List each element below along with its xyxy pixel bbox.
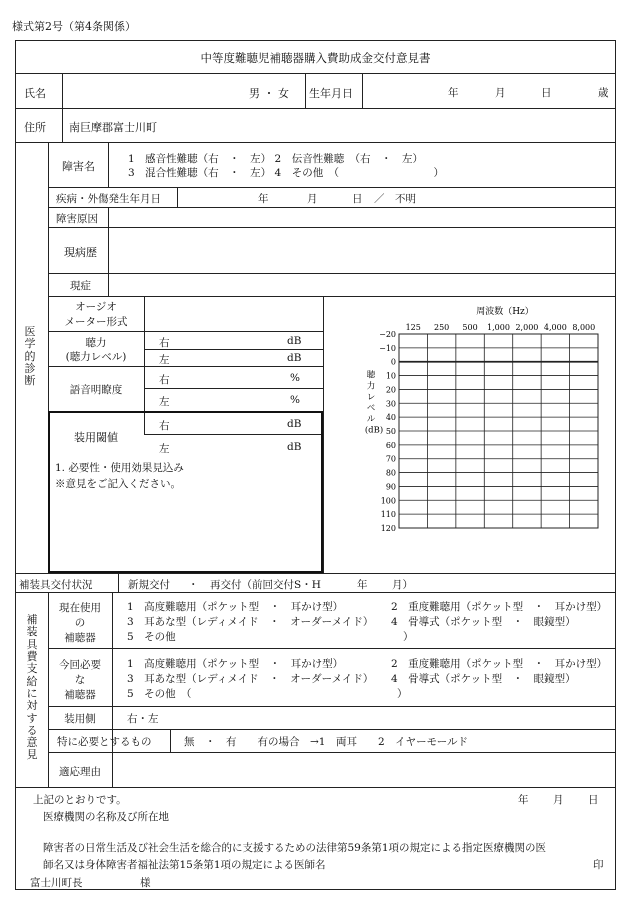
fitting-right-unit: dB <box>287 418 302 430</box>
current-device-label-1: 現在使用 <box>59 602 101 614</box>
reason-label: 適応理由 <box>59 766 101 778</box>
footer-day: 日 <box>588 794 599 806</box>
rule <box>15 573 616 574</box>
current-opt-1[interactable]: 1 高度難聴用（ポケット型 ・ 耳かけ型） <box>127 601 344 613</box>
wear-side-value[interactable]: 右・左 <box>127 713 159 725</box>
onset-label: 疾病・外傷発生年月日 <box>56 193 161 205</box>
current-label: 現症 <box>70 280 91 292</box>
hearing-right-unit: dB <box>287 335 302 347</box>
needed-device-label-2: な <box>74 674 86 686</box>
mayor-honorific: 様 <box>140 877 151 889</box>
issuance-year: 年 <box>357 579 368 591</box>
audiogram-y-tick: 90 <box>385 482 396 492</box>
rule <box>15 592 616 593</box>
audiogram-y-label-char: (dB) <box>364 425 384 436</box>
audiogram-y-tick: 20 <box>385 385 396 395</box>
audiogram-y-tick: 110 <box>380 510 396 520</box>
necessity-heading: 1. 必要性・使用効果見込み <box>55 462 184 474</box>
current-opt-5[interactable]: 5 その他 <box>127 631 176 643</box>
mayor-label: 富士川町長 <box>30 877 83 889</box>
issuance-reissue[interactable]: 再交付（前回交付S・H <box>210 579 321 591</box>
name-label: 氏名 <box>24 87 46 100</box>
rule <box>15 787 616 788</box>
rule <box>362 73 363 108</box>
issuance-label: 補装具交付状況 <box>19 579 93 591</box>
footer-year: 年 <box>518 794 529 806</box>
rule <box>15 108 616 109</box>
audiogram-x-tick: 8,000 <box>572 323 596 332</box>
footer-institution: 医療機関の名称及び所在地 <box>43 811 169 823</box>
rule <box>170 729 171 752</box>
form-number: 様式第2号（第4条関係） <box>12 20 136 33</box>
rule <box>144 388 323 389</box>
audiogram-x-tick: 1,000 <box>487 323 510 332</box>
current-device-label-3: 補聴器 <box>64 632 96 644</box>
audiogram-y-tick: 60 <box>385 440 396 450</box>
audiogram-y-tick: 70 <box>385 454 396 464</box>
rule <box>48 706 616 707</box>
fitting-label: 装用閾値 <box>74 431 118 444</box>
audiogram-x-tick: 125 <box>405 323 421 332</box>
audiogram-x-ticks <box>406 323 596 332</box>
issuance-separator: ・ <box>188 579 199 591</box>
audiogram-y-tick: 120 <box>380 524 396 533</box>
rule <box>118 573 119 592</box>
device-section-label: 補装具費支給に対する意見 <box>26 613 38 762</box>
rule <box>144 349 323 350</box>
rule <box>108 207 109 296</box>
needed-opt-2[interactable]: 2 重度難聴用（ポケット型 ・ 耳かけ型） <box>391 658 608 670</box>
current-opt-3[interactable]: 3 耳あな型（レディメイド ・ オーダーメイド） <box>127 616 374 628</box>
disorder-options-1[interactable]: 1 感音性難聴（右 ・ 左） 2 伝音性難聴 （右 ・ 左） <box>128 153 423 165</box>
audiogram-y-tick: 30 <box>385 399 396 409</box>
rule <box>62 73 63 142</box>
rule <box>48 227 616 228</box>
medical-section-label: 医学的診断 <box>24 325 36 388</box>
audiogram-y-label-char: ル <box>366 414 376 425</box>
rule <box>323 296 324 573</box>
needed-opt-5-close: ） <box>397 688 408 700</box>
fitting-left-unit: dB <box>287 441 302 453</box>
needed-opt-3[interactable]: 3 耳あな型（レディメイド ・ オーダーメイド） <box>127 673 374 685</box>
footer-month: 月 <box>553 794 564 806</box>
audiogram-y-tick: 50 <box>385 427 396 436</box>
rule <box>48 648 616 649</box>
audiogram-y-tick: −10 <box>379 343 396 353</box>
audiogram-title: 周波数（Hz） <box>476 307 534 317</box>
audiogram-y-tick: −20 <box>379 330 396 339</box>
audiometer-label-2: メーター形式 <box>64 316 128 328</box>
disorder-label: 障害名 <box>62 160 95 173</box>
speech-label: 語音明瞭度 <box>69 384 123 396</box>
form-title: 中等度難聴児補聴器購入費助成金交付意見書 <box>200 51 431 65</box>
cause-label: 障害原因 <box>56 213 98 225</box>
needed-device-label-3: 補聴器 <box>64 689 96 701</box>
footer-statement: 上記のとおりです。 <box>33 794 127 806</box>
onset-year: 年 <box>258 193 269 205</box>
hearing-label-2: (聴力レベル) <box>65 351 127 363</box>
needed-opt-5[interactable]: 5 その他 （ <box>127 688 192 700</box>
necessity-note: ※意見をご記入ください。 <box>55 478 181 490</box>
rule <box>48 273 616 274</box>
special-value[interactable]: 無 ・ 有 有の場合 →1 両耳 2 イヤーモールド <box>184 736 469 748</box>
onset-day: 日 <box>352 193 363 205</box>
hearing-left-unit: dB <box>287 352 302 364</box>
birth-year: 年 <box>448 87 459 99</box>
speech-right-unit: % <box>290 372 300 384</box>
audiogram-x-tick: 4,000 <box>543 323 567 332</box>
birth-month: 月 <box>495 87 506 99</box>
rule <box>48 296 616 297</box>
hearing-left: 左 <box>159 354 170 366</box>
needed-opt-4[interactable]: 4 骨導式（ポケット型 ・ 眼鏡型） <box>391 673 576 685</box>
wear-side-label: 装用側 <box>64 713 96 725</box>
rule <box>48 366 323 367</box>
address-value[interactable]: 南巨摩郡富士川町 <box>69 121 157 134</box>
birth-day: 日 <box>541 87 552 99</box>
rule <box>48 752 616 753</box>
audiogram-x-tick: 500 <box>462 323 478 332</box>
footer-legal-line-2: 師名又は身体障害者福祉法第15条第1項の規定による医師名 <box>43 859 326 871</box>
history-label: 現病歴 <box>64 246 97 259</box>
hearing-right: 右 <box>159 337 170 349</box>
seal-mark: 印 <box>593 859 604 871</box>
current-device-label-2: の <box>74 617 86 629</box>
audiogram-y-label-char: ベ <box>366 403 376 414</box>
current-opt-5-close: ） <box>403 631 414 643</box>
rule <box>112 592 113 787</box>
audiogram-y-label-char: レ <box>366 392 376 403</box>
rule <box>48 331 323 332</box>
sex-options[interactable]: 男 ・ 女 <box>249 87 289 100</box>
address-label: 住所 <box>24 121 46 134</box>
rule <box>108 142 109 187</box>
current-opt-2[interactable]: 2 重度難聴用（ポケット型 ・ 耳かけ型） <box>391 601 608 613</box>
rule <box>15 73 616 74</box>
audiogram-y-label <box>365 369 383 435</box>
audiogram-y-tick: 0 <box>390 357 396 367</box>
audiogram-y-tick: 80 <box>385 468 396 478</box>
necessity-textarea[interactable] <box>52 492 318 570</box>
rule <box>15 142 616 143</box>
issuance-new[interactable]: 新規交付 <box>128 579 170 591</box>
age-label: 歳 <box>598 87 609 99</box>
needed-device-label-1: 今回必要 <box>59 659 101 671</box>
special-label: 特に必要とするもの <box>57 736 152 748</box>
hearing-label-1: 聴力 <box>85 337 107 349</box>
audiogram-y-tick: 40 <box>385 413 396 423</box>
footer-legal-line-1: 障害者の日常生活及び社会生活を総合的に支援するための法律第59条第1項の規定による指定医療機関の医 <box>43 842 547 854</box>
speech-left-unit: % <box>290 394 300 406</box>
rule <box>48 187 616 188</box>
audiometer-label-1: オージオ <box>75 301 117 313</box>
rule <box>305 73 306 108</box>
current-opt-4[interactable]: 4 骨導式（ポケット型 ・ 眼鏡型） <box>391 616 576 628</box>
disorder-options-2[interactable]: 3 混合性難聴（右 ・ 左） 4 その他 （ ） <box>128 167 444 179</box>
audiogram-x-tick: 2,000 <box>515 323 539 332</box>
rule <box>48 729 616 730</box>
needed-opt-1[interactable]: 1 高度難聴用（ポケット型 ・ 耳かけ型） <box>127 658 344 670</box>
audiogram-x-tick: 250 <box>434 323 450 332</box>
audiogram-y-tick: 10 <box>385 371 396 381</box>
fitting-left: 左 <box>159 443 170 455</box>
onset-unknown[interactable]: ／ 不明 <box>374 193 416 205</box>
audiogram-chart[interactable] <box>330 300 610 540</box>
fitting-right: 右 <box>159 420 170 432</box>
rule <box>177 187 178 207</box>
audiogram-y-label-char: 力 <box>366 381 376 392</box>
speech-right: 右 <box>159 374 170 386</box>
audiogram-y-label-char: 聴 <box>366 370 376 381</box>
birth-label: 生年月日 <box>309 87 353 100</box>
audiogram-grid <box>399 334 598 528</box>
rule <box>48 207 616 208</box>
issuance-month: 月） <box>392 579 413 591</box>
onset-month: 月 <box>307 193 318 205</box>
speech-left: 左 <box>159 396 170 408</box>
audiogram-y-tick: 100 <box>380 496 396 506</box>
